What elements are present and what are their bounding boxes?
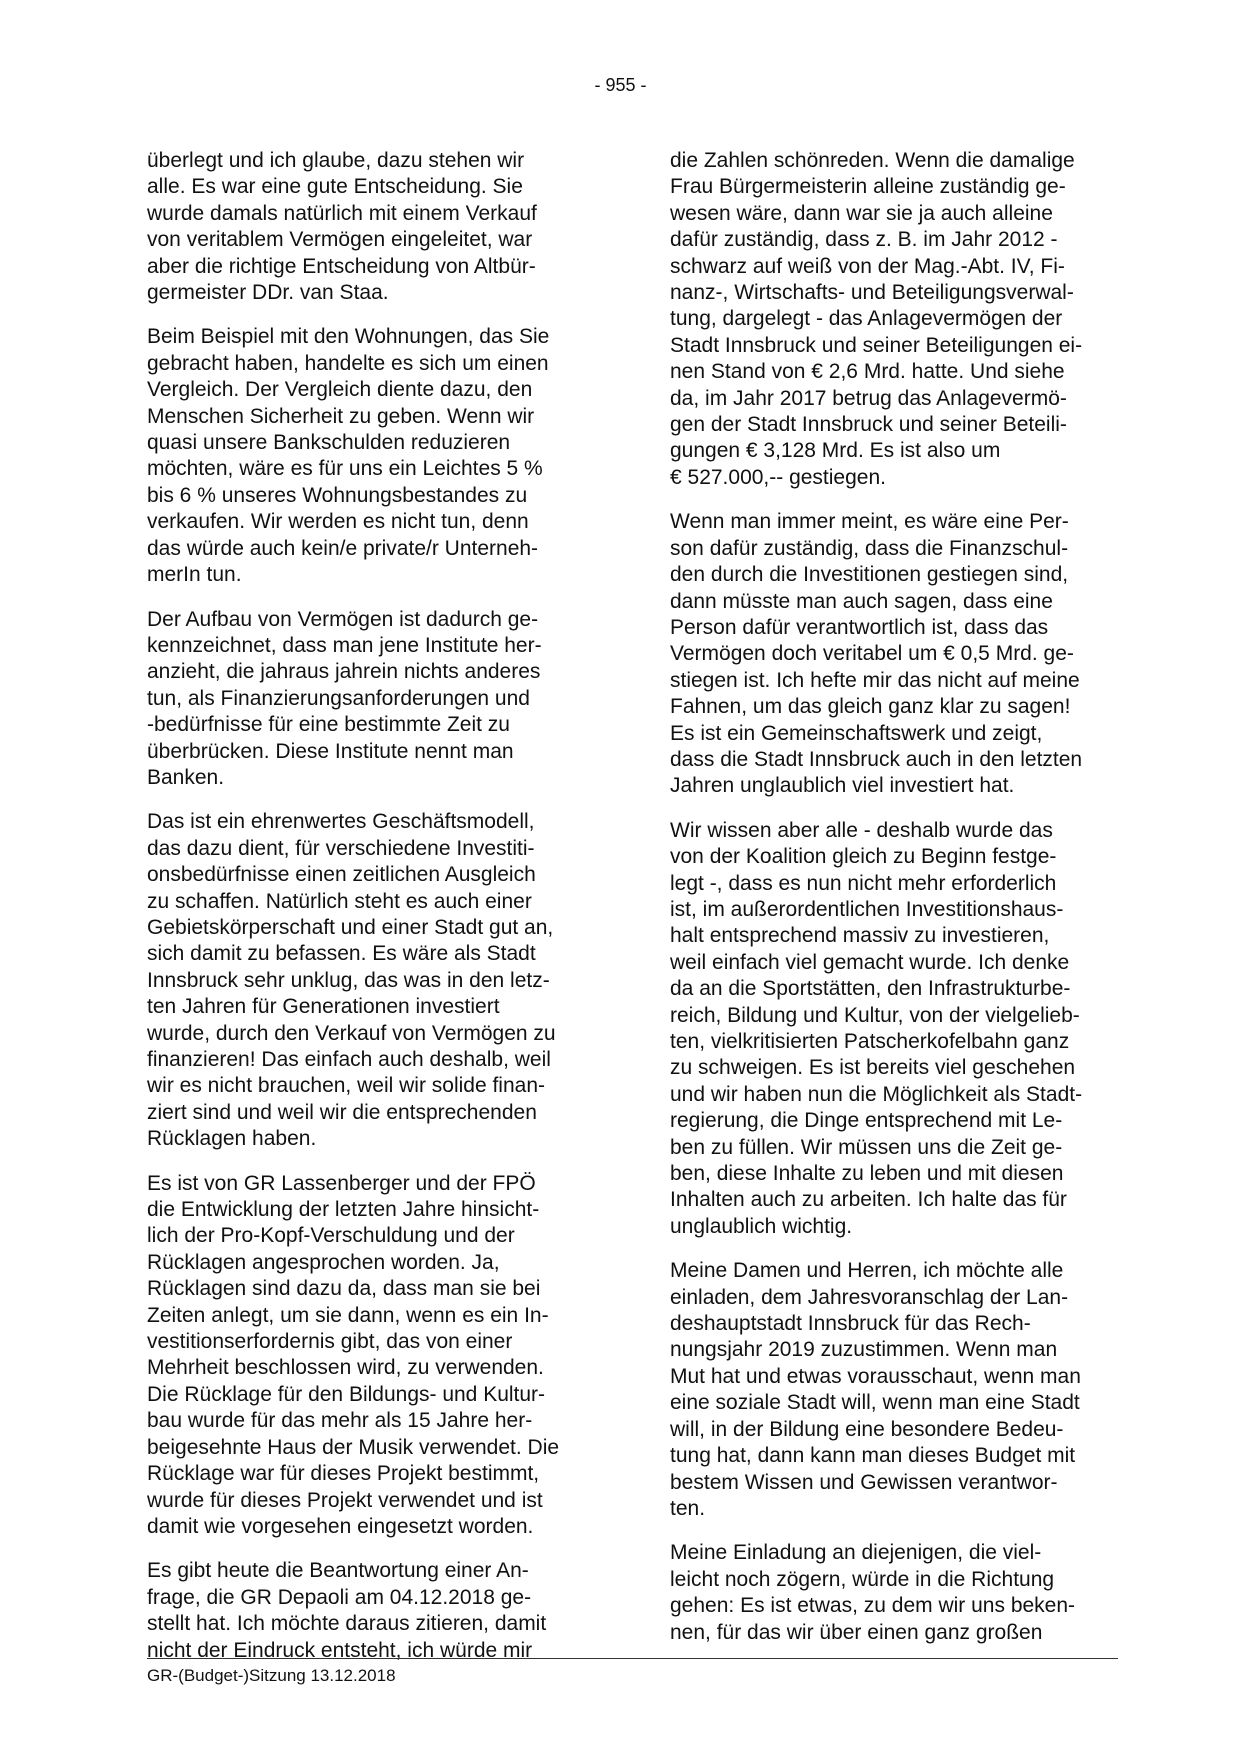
left-paragraph-6: Es gibt heute die Beantwortung einer An- frage, die GR Depaoli am 04.12.2018 ge- stellt hat. Ich möchte daraus zitieren, damit nicht der Eindruck entsteht, ich würde mir — [147, 1559, 547, 1662]
left-column — [147, 148, 594, 1682]
left-paragraph-3: Der Aufbau von Vermögen ist dadurch ge- kennzeichnet, dass man jene Institute her- anzieht, die jahraus jahrein nichts anderes tun, als Finanzierungsanforderungen und -bedürfnisse für eine bestimmte Zeit zu überbrücken. Diese Institute nennt man Banken. — [147, 607, 542, 789]
left-paragraph-4: Das ist ein ehrenwertes Geschäftsmodell, das dazu dient, für verschiedene Investiti- onsbedürfnisse einen zeitlichen Ausgleich zu schaffen. Natürlich steht es auch einer Gebietskörperschaft und einer Stadt gut an, sich damit zu befassen. Es wäre als Stadt Innsbruck sehr unklug, das was in den letz- ten Jahren für Generationen investiert wurde, durch den Verkauf von Vermögen zu finanzieren! Das einfach auch deshalb, weil wir es nicht brauchen, weil wir solide finan- ziert sind und weil wir die entsprechenden Rücklagen haben. — [147, 810, 556, 1151]
right-paragraph-3: Wir wissen aber alle - deshalb wurde das von der Koalition gleich zu Beginn festge- legt -, dass es nun nicht mehr erforderlich ist, im außerordentlichen Investitionshaus- halt entsprechend massiv zu investieren, weil einfach viel gemacht wurde. Ich denke da an die Sportstätten, den Infrastrukturbe- reich, Bildung und Kultur, von der vielgelieb- ten, vielkritisierten Patscherkofelbahn ganz zu schweigen. Es ist bereits viel geschehen und wir haben nun die Möglichkeit als Stadt- regierung, die Dinge entsprechend mit Le- ben zu füllen. Wir müssen uns die Zeit ge- ben, diese Inhalte zu leben und mit diesen Inhalten auch zu arbeiten. Ich halte das für unglaublich wichtig. — [670, 818, 1083, 1238]
footer-session-label: GR-(Budget-)Sitzung 13.12.2018 — [147, 1666, 396, 1685]
right-paragraph-1: die Zahlen schönreden. Wenn die damalige Frau Bürgermeisterin alleine zuständig ge- wesen wäre, dann war sie ja auch alleine dafür zuständig, dass z. B. im Jahr 2012 - schwarz auf weiß von der Mag.-Abt. IV, Fi- nanz-, Wirtschafts- und Beteiligungsverwal- tung, dargelegt - das Anlagevermögen der Stadt Innsbruck und seiner Beteiligungen ei- nen Stand von € 2,6 Mrd. hatte. Und siehe da, im Jahr 2017 betrug das Anlagevermö- gen der Stadt Innsbruck und seiner Beteili- gungen € 3,128 Mrd. Es ist also um € 527.000,-- gestiegen. — [670, 149, 1083, 489]
right-paragraph-5: Meine Einladung an diejenigen, die viel- leicht noch zögern, würde in die Richtung gehen: Es ist etwas, zu dem wir uns beken- nen, für das wir über einen ganz großen — [670, 1541, 1076, 1644]
right-column — [670, 148, 1117, 1664]
right-paragraph-4: Meine Damen und Herren, ich möchte alle einladen, dem Jahresvoranschlag der Lan- deshauptstadt Innsbruck für das Rech- nungsjahr 2019 zuzustimmen. Wenn man Mut hat und etwas vorausschaut, wenn man eine soziale Stadt will, wenn man eine Stadt will, in der Bildung eine besondere Bedeu- tung hat, dann kann man dieses Budget mit bestem Wissen und Gewissen verantwor- ten. — [670, 1259, 1081, 1520]
footer-divider — [147, 1658, 1118, 1659]
page-number: - 955 - — [594, 75, 647, 95]
left-paragraph-1: überlegt und ich glaube, dazu stehen wir alle. Es war eine gute Entscheidung. Sie wurde damals natürlich mit einem Verkauf von veritablem Vermögen eingeleitet, war aber die richtige Entscheidung von Altbür- germeister DDr. van Staa. — [147, 149, 537, 305]
right-paragraph-2: Wenn man immer meint, es wäre eine Per- son dafür zuständig, dass die Finanzschul- den durch die Investitionen gestiegen sind, dann müsste man auch sagen, dass eine Person dafür verantwortlich ist, dass das Vermögen doch veritabel um € 0,5 Mrd. ge- stiegen ist. Ich hefte mir das nicht auf meine Fahnen, um das gleich ganz klar zu sagen! Es ist ein Gemeinschaftswerk und zeigt, dass die Stadt Innsbruck auch in den letzten Jahren unglaublich viel investiert hat. — [670, 510, 1083, 798]
left-paragraph-2: Beim Beispiel mit den Wohnungen, das Sie gebracht haben, handelte es sich um einen Vergleich. Der Vergleich diente dazu, den Menschen Sicherheit zu geben. Wenn wir quasi unsere Bankschulden reduzieren möchten, wäre es für uns ein Leichtes 5 % bis 6 % unseres Wohnungsbestandes zu verkaufen. Wir werden es nicht tun, denn das würde auch kein/e private/r Unterneh- merIn tun. — [147, 325, 550, 587]
left-paragraph-5: Es ist von GR Lassenberger und der FPÖ die Entwicklung der letzten Jahre hinsicht- lich der Pro-Kopf-Verschuldung und der Rücklagen angesprochen worden. Ja, Rücklagen sind dazu da, dass man sie bei Zeiten anlegt, um sie dann, wenn es ein In- vestitionserfordernis gibt, das von einer Mehrheit beschlossen wird, zu verwenden. Die Rücklage für den Bildungs- und Kultur- bau wurde für das mehr als 15 Jahre her- beigesehnte Haus der Musik verwendet. Die Rücklage war für dieses Projekt bestimmt, wurde für dieses Projekt verwendet und ist damit wie vorgesehen eingesetzt worden. — [147, 1171, 560, 1538]
